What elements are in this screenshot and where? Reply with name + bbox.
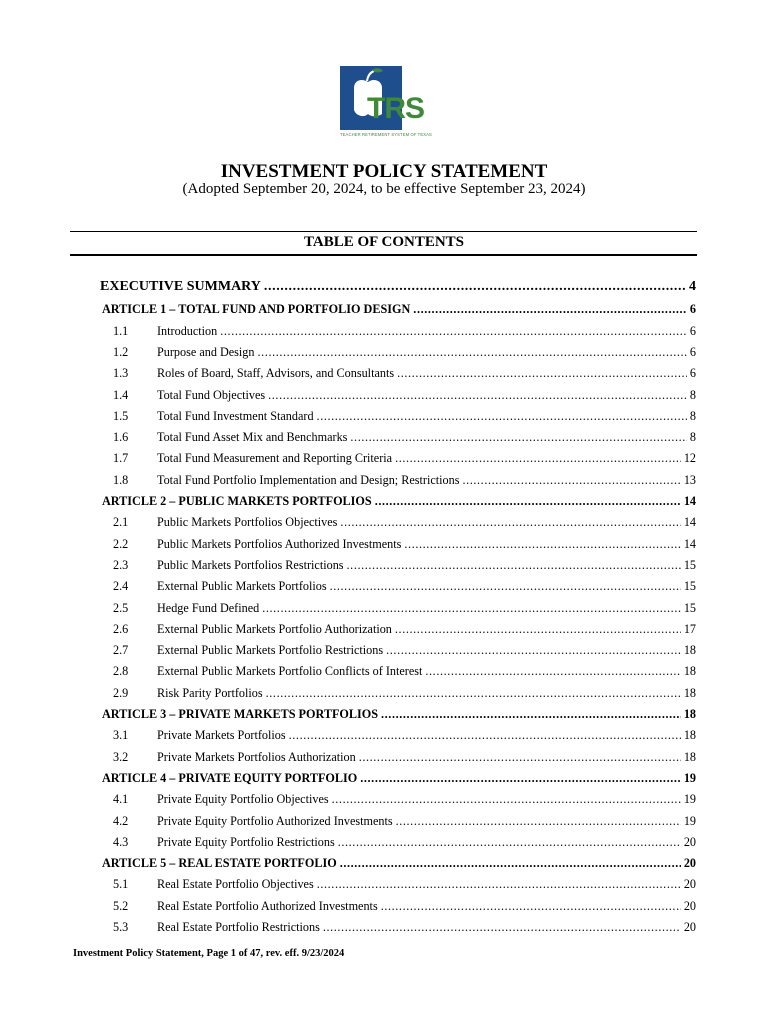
toc-entry-title: Private Equity Portfolio Authorized Investments [157, 813, 393, 828]
dot-leader [266, 686, 681, 701]
toc-entry-page: 19 [683, 792, 696, 807]
toc-entry-number: 2.7 [113, 643, 129, 658]
dot-leader [375, 494, 681, 509]
toc-entry[interactable] [113, 473, 696, 493]
toc-entry-title: Real Estate Portfolio Objectives [157, 877, 314, 892]
dot-leader [347, 558, 681, 573]
dot-leader [396, 814, 681, 829]
toc-entry-page: 14 [683, 536, 696, 551]
toc-entry-page: 17 [683, 621, 696, 636]
toc-entry-page: 15 [683, 600, 696, 615]
toc-entry-title: Private Markets Portfolios [157, 728, 286, 743]
toc-entry-title: Private Markets Portfolios Authorization [157, 749, 356, 764]
toc-entry[interactable] [113, 899, 696, 919]
toc-entry-number: 4.3 [113, 834, 129, 849]
toc-entry-title: Total Fund Objectives [157, 387, 266, 402]
toc-entry-page: 20 [683, 877, 696, 892]
toc-entry-page: 6 [689, 366, 696, 381]
dot-leader [220, 324, 687, 339]
toc-article[interactable] [102, 494, 696, 514]
toc-article[interactable] [102, 302, 696, 322]
toc-entry-page: 6 [689, 344, 696, 359]
toc-entry-page: 20 [683, 898, 696, 913]
top-divider [70, 231, 697, 232]
toc-entry-title: Total Fund Investment Standard [157, 408, 314, 423]
toc-entry-number: 1.2 [113, 344, 129, 359]
toc-entry-title: External Public Markets Portfolios [157, 579, 327, 594]
toc-entry[interactable] [113, 345, 696, 365]
toc-entry-page: 6 [689, 302, 696, 317]
toc-article[interactable] [102, 771, 696, 791]
toc-article[interactable] [102, 707, 696, 727]
toc-entry-number: 5.3 [113, 920, 129, 934]
toc-entry-title: Roles of Board, Staff, Advisors, and Consultants [157, 366, 395, 381]
toc-entry-page: 18 [683, 749, 696, 764]
toc-entry-page: 20 [683, 856, 696, 871]
toc-entry-page: 4 [689, 279, 696, 294]
toc-entry[interactable] [113, 601, 696, 621]
toc-entry[interactable] [113, 728, 696, 748]
dot-leader [289, 728, 681, 743]
dot-leader [262, 601, 681, 616]
dot-leader [323, 920, 681, 935]
toc-entry-number: 2.3 [113, 557, 129, 572]
toc-entry-title: Purpose and Design [157, 344, 255, 359]
toc-entry[interactable] [113, 835, 696, 855]
toc-entry-title: Hedge Fund Defined [157, 600, 260, 615]
toc-entry-number: 2.9 [113, 685, 129, 700]
toc-entry[interactable] [113, 558, 696, 578]
toc-entry-number: 1.3 [113, 366, 129, 381]
dot-leader [350, 430, 687, 445]
toc-entry-page: 14 [683, 494, 696, 508]
toc-entry-number: 3.1 [113, 728, 129, 743]
toc-entry-title: ARTICLE 5 – REAL ESTATE PORTFOLIO [102, 856, 337, 871]
dot-leader [425, 664, 680, 679]
dot-leader [462, 473, 680, 488]
heading-divider [70, 254, 697, 256]
toc-entry-title: Total Fund Asset Mix and Benchmarks [157, 430, 348, 445]
document-subtitle: (Adopted September 20, 2024, to be effective September 23, 2024) [182, 181, 586, 197]
logo-tagline: TEACHER RETIREMENT SYSTEM OF TEXAS [340, 132, 432, 137]
dot-leader [340, 856, 681, 871]
toc-entry-page: 19 [683, 770, 696, 785]
toc-entry-number: 1.7 [113, 451, 129, 466]
toc-entry-page: 6 [689, 323, 696, 338]
toc-entry-number: 2.1 [113, 515, 129, 530]
toc-entry-title: Total Fund Measurement and Reporting Criteria [157, 451, 393, 466]
dot-leader [264, 279, 686, 295]
toc-entry-page: 18 [683, 707, 696, 721]
dot-leader [258, 345, 687, 360]
toc-entry-page: 18 [683, 728, 696, 743]
document-title: INVESTMENT POLICY STATEMENT [220, 161, 548, 182]
dot-leader [332, 792, 681, 807]
toc-entry-page: 8 [689, 408, 696, 423]
toc-entry[interactable] [113, 686, 696, 706]
dot-leader [381, 899, 681, 914]
toc-entry-number: 5.2 [113, 898, 129, 913]
dot-leader [359, 750, 681, 765]
toc-entry-number: 1.6 [113, 430, 129, 445]
toc-entry[interactable] [113, 877, 696, 897]
toc-entry-page: 8 [689, 430, 696, 445]
toc-entry-page: 13 [683, 472, 696, 487]
toc-entry-title: External Public Markets Portfolio Conflicts of Interest [157, 664, 423, 679]
toc-entry-number: 1.5 [113, 408, 129, 423]
dot-leader [397, 366, 687, 381]
toc-entry-title: ARTICLE 2 – PUBLIC MARKETS PORTFOLIOS [102, 494, 372, 508]
toc-entry[interactable] [113, 664, 696, 684]
toc-entry-page: 15 [683, 579, 696, 594]
toc-entry-title: Real Estate Portfolio Authorized Investments [157, 898, 378, 913]
toc-entry-title: Public Markets Portfolios Objectives [157, 515, 338, 530]
toc-entry-page: 8 [689, 387, 696, 402]
toc-entry-number: 2.2 [113, 536, 129, 551]
toc-entry-number: 1.8 [113, 472, 129, 487]
toc-entry-page: 18 [683, 685, 696, 700]
toc-entry-page: 19 [683, 813, 696, 828]
dot-leader [381, 707, 681, 722]
trs-logo [340, 66, 432, 140]
toc-entry-page: 15 [683, 557, 696, 572]
toc-entry-page: 18 [683, 643, 696, 658]
toc-entry-number: 1.1 [113, 323, 129, 338]
dot-leader [338, 835, 681, 850]
dot-leader [404, 537, 680, 552]
toc-entry-title: ARTICLE 4 – PRIVATE EQUITY PORTFOLIO [102, 770, 358, 785]
toc-entry-title: Public Markets Portfolios Authorized Investments [157, 536, 402, 551]
toc-entry-title: Introduction [157, 323, 218, 338]
dot-leader [340, 515, 680, 530]
toc-entry[interactable] [113, 388, 696, 408]
toc-entry[interactable] [113, 792, 696, 812]
toc-entry-page: 18 [683, 664, 696, 679]
toc-entry[interactable] [113, 814, 696, 834]
toc-entry[interactable] [113, 515, 696, 535]
dot-leader [413, 302, 687, 317]
dot-leader [395, 451, 681, 466]
toc-entry-title: Private Equity Portfolio Objectives [157, 792, 329, 807]
toc-entry[interactable] [113, 920, 696, 940]
dot-leader [395, 622, 681, 637]
toc-entry[interactable] [113, 579, 696, 599]
toc-entry-number: 2.5 [113, 600, 129, 615]
toc-entry[interactable] [113, 643, 696, 663]
toc-entry[interactable] [113, 537, 696, 557]
toc-entry-title: External Public Markets Portfolio Restrictions [157, 643, 384, 658]
toc-entry-number: 3.2 [113, 749, 129, 764]
toc-entry-title: ARTICLE 1 – TOTAL FUND AND PORTFOLIO DESIGN [102, 302, 411, 317]
dot-leader [268, 388, 687, 403]
toc-article[interactable] [102, 856, 696, 876]
dot-leader [330, 579, 681, 594]
toc-entry-title: Risk Parity Portfolios [157, 685, 263, 700]
toc-entry-number: 2.4 [113, 579, 129, 594]
dot-leader [360, 771, 681, 786]
toc-executive-summary[interactable] [100, 279, 696, 299]
toc-entry[interactable] [113, 430, 696, 450]
toc-entry[interactable] [113, 324, 696, 344]
toc-entry-number: 4.2 [113, 813, 129, 828]
toc-entry-number: 2.6 [113, 621, 129, 636]
toc-entry-number: 5.1 [113, 877, 129, 892]
toc-entry-number: 2.8 [113, 664, 129, 679]
toc-entry-title: ARTICLE 3 – PRIVATE MARKETS PORTFOLIOS [102, 707, 379, 721]
toc-heading: TABLE OF CONTENTS [303, 234, 465, 250]
toc-entry-number: 1.4 [113, 387, 129, 402]
toc-entry-title: Public Markets Portfolios Restrictions [157, 557, 344, 572]
toc-entry[interactable] [113, 451, 696, 471]
toc-entry-page: 20 [683, 834, 696, 849]
toc-entry-page: 14 [683, 515, 696, 530]
toc-entry-number: 4.1 [113, 792, 129, 807]
logo-letters: TRS [367, 92, 424, 125]
dot-leader [386, 643, 681, 658]
toc-entry[interactable] [113, 750, 696, 770]
toc-entry[interactable] [113, 622, 696, 642]
page-footer: Investment Policy Statement, Page 1 of 47, rev. eff. 9/23/2024 [73, 948, 345, 959]
dot-leader [317, 877, 681, 892]
dot-leader [317, 409, 687, 424]
toc-entry-title: Total Fund Portfolio Implementation and Design; Restrictions [157, 472, 460, 487]
toc-entry-title: EXECUTIVE SUMMARY [100, 279, 261, 294]
toc-entry-title: Real Estate Portfolio Restrictions [157, 920, 320, 934]
toc-entry-title: External Public Markets Portfolio Authorization [157, 621, 392, 636]
toc-entry-page: 12 [683, 451, 696, 466]
toc-entry[interactable] [113, 409, 696, 429]
toc-entry-title: Private Equity Portfolio Restrictions [157, 834, 335, 849]
toc-entry[interactable] [113, 366, 696, 386]
toc-entry-page: 20 [683, 920, 696, 934]
